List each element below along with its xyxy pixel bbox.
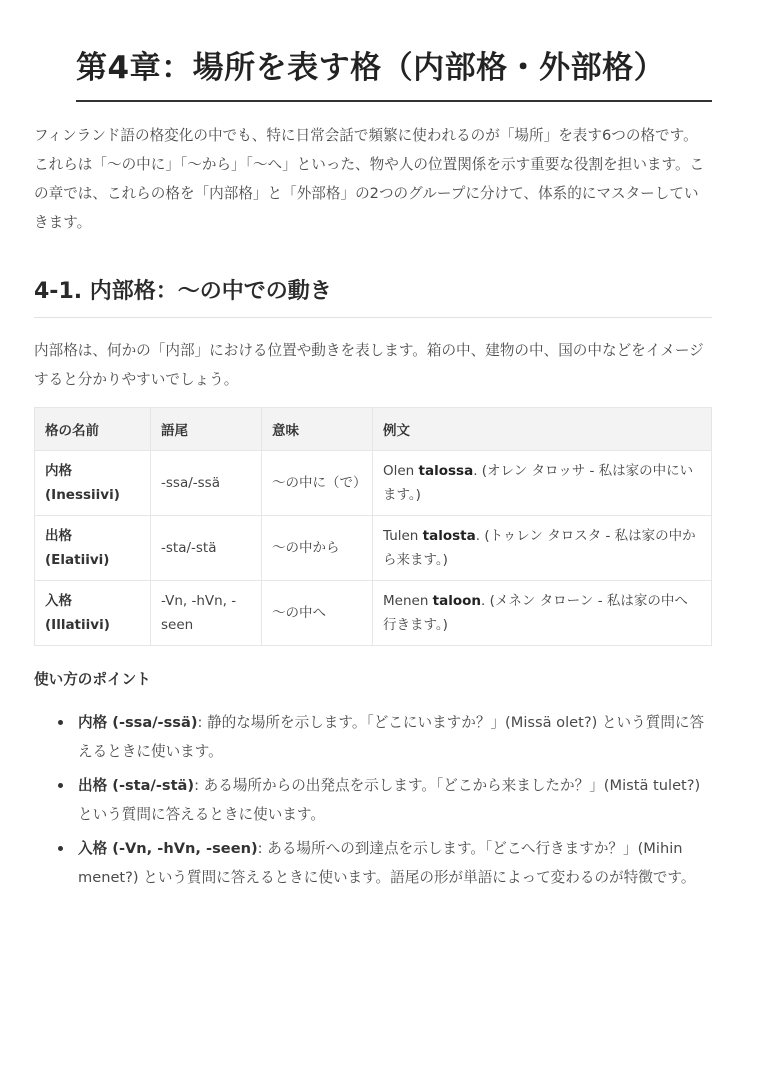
example-lead: Olen <box>383 463 419 479</box>
case-example <box>373 516 712 581</box>
case-meaning: 〜の中に（で） <box>262 451 373 516</box>
case-meaning: 〜の中へ <box>262 581 373 646</box>
usage-points-list <box>34 708 712 892</box>
table-row <box>35 581 712 646</box>
point-term: 入格 (-Vn, -hVn, -seen) <box>78 840 258 857</box>
example-lead: Menen <box>383 593 433 609</box>
point-term: 出格 (-sta/-stä) <box>78 777 195 794</box>
list-item <box>58 834 712 892</box>
point-text: : ある場所からの出発点を示します。「どこから来ましたか？」(Mistä tulet?) という質問に答えるときに使います。 <box>78 777 701 823</box>
bullet-icon <box>58 846 63 851</box>
usage-points-heading: 使い方のポイント <box>34 671 151 688</box>
document-page <box>34 0 712 897</box>
example-gloss: . (メネン タローン - 私は家の中へ行きます。) <box>383 593 688 633</box>
bullet-icon <box>58 720 63 725</box>
case-meaning: 〜の中から <box>262 516 373 581</box>
table-row <box>35 516 712 581</box>
header-case-name: 格の名前 <box>35 408 151 451</box>
table-header-row <box>35 408 712 451</box>
case-name: 出格 (Elatiivi) <box>35 516 151 581</box>
section-intro: 内部格は、何かの「内部」における位置や動きを表します。箱の中、建物の中、国の中などをイメージすると分かりやすいでしょう。 <box>34 342 704 388</box>
list-item <box>58 708 712 766</box>
header-ending: 語尾 <box>151 408 262 451</box>
point-term: 内格 (-ssa/-ssä) <box>78 714 198 731</box>
case-name: 入格 (Illatiivi) <box>35 581 151 646</box>
list-item <box>58 771 712 829</box>
example-word: talossa <box>418 463 474 479</box>
chapter-intro: フィンランド語の格変化の中でも、特に日常会話で頻繁に使われるのが「場所」を表す6つの格です。これらは「〜の中に」「〜から」「〜へ」といった、物や人の位置関係を示す重要な役割を担います。この章では、これらの格を「内部格」と「外部格」の2つのグループに分けて、体系的にマスターしていきます。 <box>34 127 705 231</box>
point-text: : ある場所への到達点を示します。「どこへ行きますか？」(Mihin menet?) という質問に答えるときに使います。語尾の形が単語によって変わるのが特徴です。 <box>78 840 696 886</box>
example-word: talosta <box>422 528 476 544</box>
case-ending: -Vn, -hVn, -seen <box>151 581 262 646</box>
table-row <box>35 451 712 516</box>
case-example <box>373 451 712 516</box>
header-meaning: 意味 <box>262 408 373 451</box>
example-lead: Tulen <box>383 528 423 544</box>
example-gloss: . (オレン タロッサ - 私は家の中にいます。) <box>383 463 694 503</box>
point-text: : 静的な場所を示します。「どこにいますか？」(Missä olet?) という質問に答えるときに使います。 <box>78 714 705 760</box>
case-name: 内格 (Inessiivi) <box>35 451 151 516</box>
bullet-icon <box>58 783 63 788</box>
case-ending: -sta/-stä <box>151 516 262 581</box>
chapter-title: 第4章：場所を表す格（内部格・外部格） <box>76 46 712 102</box>
internal-cases-table <box>34 407 712 646</box>
header-example: 例文 <box>373 408 712 451</box>
example-word: taloon <box>432 593 482 609</box>
case-example <box>373 581 712 646</box>
example-gloss: . (トゥレン タロスタ - 私は家の中から来ます。) <box>383 528 696 568</box>
section-title: 4-1. 内部格：〜の中での動き <box>34 275 712 318</box>
case-ending: -ssa/-ssä <box>151 451 262 516</box>
